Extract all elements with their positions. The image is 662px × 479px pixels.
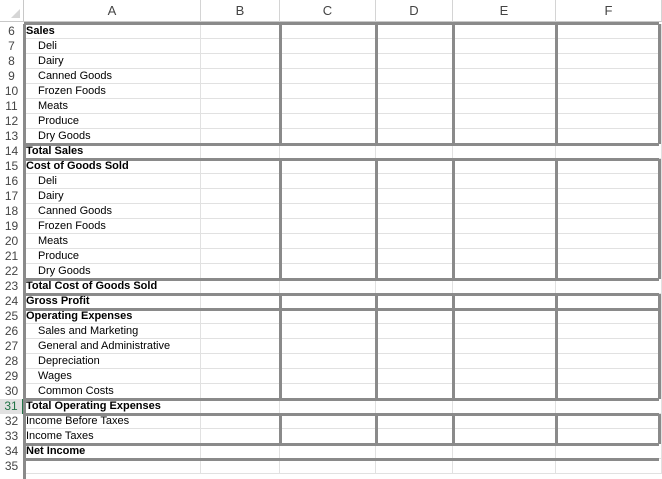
cell-c17[interactable] [280,189,376,204]
cell-c21[interactable] [280,249,376,264]
block-divider-2-0 [279,294,282,399]
cell-b11[interactable] [201,99,280,114]
cell-d25[interactable] [376,309,453,324]
block-divider-1-0 [279,159,282,279]
cell-e16[interactable] [453,174,556,189]
cell-c30[interactable] [280,384,376,399]
cell-f28[interactable] [556,354,662,369]
row-header-17[interactable]: 17 [0,189,24,204]
cell-a14[interactable]: Total Sales [24,144,201,159]
section-border-35 [24,458,659,461]
cell-b30[interactable] [201,384,280,399]
cell-f13[interactable] [556,129,662,144]
cell-a6[interactable]: Sales [24,24,201,39]
cell-e18[interactable] [453,204,556,219]
cell-d22[interactable] [376,264,453,279]
row-header-22[interactable]: 22 [0,264,24,279]
cell-b7[interactable] [201,39,280,54]
row-header-14[interactable]: 14 [0,144,24,159]
cell-b18[interactable] [201,204,280,219]
cell-b23[interactable] [201,279,280,294]
cell-c6[interactable] [280,24,376,39]
row-header-6[interactable]: 6 [0,24,24,39]
block-divider-3-0 [279,414,282,444]
cell-f10[interactable] [556,84,662,99]
row-header-29[interactable]: 29 [0,369,24,384]
row-header-21[interactable]: 21 [0,249,24,264]
cell-e32[interactable] [453,414,556,429]
cell-f34[interactable] [556,444,662,459]
cell-d35[interactable] [376,459,453,474]
cell-d7[interactable] [376,39,453,54]
cell-e34[interactable] [453,444,556,459]
row-header-34[interactable]: 34 [0,444,24,459]
cell-e11[interactable] [453,99,556,114]
column-header-e[interactable]: E [453,0,556,22]
cell-c35[interactable] [280,459,376,474]
row-header-25[interactable]: 25 [0,309,24,324]
section-border-15 [24,158,659,161]
cell-a19[interactable]: Frozen Foods [24,219,201,234]
select-all-corner[interactable] [0,0,24,22]
cell-d24[interactable] [376,294,453,309]
block-divider-0-3 [555,24,558,144]
row-header-18[interactable]: 18 [0,204,24,219]
cell-c29[interactable] [280,369,376,384]
cell-f23[interactable] [556,279,662,294]
block-divider-1-2 [452,159,455,279]
cell-c33[interactable] [280,429,376,444]
cell-d10[interactable] [376,84,453,99]
cell-e27[interactable] [453,339,556,354]
cell-e29[interactable] [453,369,556,384]
cell-c20[interactable] [280,234,376,249]
cell-a17[interactable]: Dairy [24,189,201,204]
cell-c16[interactable] [280,174,376,189]
cell-b8[interactable] [201,54,280,69]
cell-e17[interactable] [453,189,556,204]
cell-a18[interactable]: Canned Goods [24,204,201,219]
column-header-d[interactable]: D [376,0,453,22]
cell-e31[interactable] [453,399,556,414]
row-header-23[interactable]: 23 [0,279,24,294]
cell-a32[interactable]: Income Before Taxes [24,414,201,429]
row-header-30[interactable]: 30 [0,384,24,399]
cell-b28[interactable] [201,354,280,369]
cell-b33[interactable] [201,429,280,444]
cell-e25[interactable] [453,309,556,324]
row-header-26[interactable]: 26 [0,324,24,339]
section-border-top [24,22,659,25]
cell-d32[interactable] [376,414,453,429]
block-divider-1-3 [555,159,558,279]
cell-e12[interactable] [453,114,556,129]
cell-c9[interactable] [280,69,376,84]
cell-d34[interactable] [376,444,453,459]
cell-b31[interactable] [201,399,280,414]
cell-f15[interactable] [556,159,662,174]
cell-e22[interactable] [453,264,556,279]
cell-c26[interactable] [280,324,376,339]
cell-b21[interactable] [201,249,280,264]
cell-b19[interactable] [201,219,280,234]
row-header-15[interactable]: 15 [0,159,24,174]
block-divider-1-4 [658,159,661,279]
cell-a25[interactable]: Operating Expenses [24,309,201,324]
cell-a9[interactable]: Canned Goods [24,69,201,84]
block-divider-0-0 [279,24,282,144]
cell-b6[interactable] [201,24,280,39]
cell-e14[interactable] [453,144,556,159]
cell-f33[interactable] [556,429,662,444]
cell-a34[interactable]: Net Income [24,444,201,459]
cell-b10[interactable] [201,84,280,99]
cell-a10[interactable]: Frozen Foods [24,84,201,99]
cell-f7[interactable] [556,39,662,54]
cell-f26[interactable] [556,324,662,339]
block-divider-0-1 [375,24,378,144]
cell-b9[interactable] [201,69,280,84]
row-header-35[interactable]: 35 [0,459,24,474]
cell-f35[interactable] [556,459,662,474]
cell-f11[interactable] [556,99,662,114]
row-header-24[interactable]: 24 [0,294,24,309]
cell-d12[interactable] [376,114,453,129]
cell-c14[interactable] [280,144,376,159]
row-header-9[interactable]: 9 [0,69,24,84]
section-border-14 [24,143,659,146]
row-header-27[interactable]: 27 [0,339,24,354]
cell-d29[interactable] [376,369,453,384]
cell-a33[interactable]: Income Taxes [24,429,201,444]
section-border-32 [24,413,659,416]
cell-f9[interactable] [556,69,662,84]
cell-b22[interactable] [201,264,280,279]
cell-e20[interactable] [453,234,556,249]
cell-b25[interactable] [201,309,280,324]
cell-d13[interactable] [376,129,453,144]
block-divider-3-2 [452,414,455,444]
cell-f16[interactable] [556,174,662,189]
row-header-28[interactable]: 28 [0,354,24,369]
cell-a22[interactable]: Dry Goods [24,264,201,279]
cell-a15[interactable]: Cost of Goods Sold [24,159,201,174]
row-header-10[interactable]: 10 [0,84,24,99]
cell-a13[interactable]: Dry Goods [24,129,201,144]
cell-e9[interactable] [453,69,556,84]
cell-b17[interactable] [201,189,280,204]
cell-f24[interactable] [556,294,662,309]
cell-a35[interactable] [24,459,201,474]
cell-f31[interactable] [556,399,662,414]
cell-f17[interactable] [556,189,662,204]
row-header-7[interactable]: 7 [0,39,24,54]
cell-d33[interactable] [376,429,453,444]
cell-d20[interactable] [376,234,453,249]
cell-c7[interactable] [280,39,376,54]
block-divider-3-4 [658,414,661,444]
section-border-31 [24,398,659,401]
block-divider-3-1 [375,414,378,444]
cell-c23[interactable] [280,279,376,294]
cell-c25[interactable] [280,309,376,324]
cell-c27[interactable] [280,339,376,354]
cell-e7[interactable] [453,39,556,54]
row-header-13[interactable]: 13 [0,129,24,144]
cell-b27[interactable] [201,339,280,354]
column-header-c[interactable]: C [280,0,376,22]
cell-f14[interactable] [556,144,662,159]
cell-d21[interactable] [376,249,453,264]
cell-d26[interactable] [376,324,453,339]
cell-c8[interactable] [280,54,376,69]
row-header-11[interactable]: 11 [0,99,24,114]
cell-d9[interactable] [376,69,453,84]
cell-a8[interactable]: Dairy [24,54,201,69]
cell-e8[interactable] [453,54,556,69]
section-border-24 [24,293,659,296]
cell-b16[interactable] [201,174,280,189]
cell-d18[interactable] [376,204,453,219]
cell-b35[interactable] [201,459,280,474]
column-header-a[interactable]: A [24,0,201,22]
cell-b15[interactable] [201,159,280,174]
cell-c22[interactable] [280,264,376,279]
block-divider-1-1 [375,159,378,279]
section-border-23 [24,278,659,281]
section-border-34 [24,443,659,446]
cell-a23[interactable]: Total Cost of Goods Sold [24,279,201,294]
row-header-8[interactable]: 8 [0,54,24,69]
cell-c10[interactable] [280,84,376,99]
cell-d28[interactable] [376,354,453,369]
row-header-12[interactable]: 12 [0,114,24,129]
cell-d27[interactable] [376,339,453,354]
cell-f21[interactable] [556,249,662,264]
cell-a21[interactable]: Produce [24,249,201,264]
cell-c18[interactable] [280,204,376,219]
row-header-33[interactable]: 33 [0,429,24,444]
row-header-32[interactable]: 32 [0,414,24,429]
cell-a24[interactable]: Gross Profit [24,294,201,309]
cell-f22[interactable] [556,264,662,279]
row-header-16[interactable]: 16 [0,174,24,189]
cell-f8[interactable] [556,54,662,69]
cell-f18[interactable] [556,204,662,219]
cell-b13[interactable] [201,129,280,144]
cell-f19[interactable] [556,219,662,234]
row-header-19[interactable]: 19 [0,219,24,234]
cell-b24[interactable] [201,294,280,309]
cell-a26[interactable]: Sales and Marketing [24,324,201,339]
cell-d16[interactable] [376,174,453,189]
cell-a28[interactable]: Depreciation [24,354,201,369]
cell-e19[interactable] [453,219,556,234]
block-divider-2-3 [555,294,558,399]
cell-d30[interactable] [376,384,453,399]
cell-f6[interactable] [556,24,662,39]
cell-e24[interactable] [453,294,556,309]
cell-b20[interactable] [201,234,280,249]
block-divider-2-1 [375,294,378,399]
row-header-20[interactable]: 20 [0,234,24,249]
section-border-25 [24,308,659,311]
cell-c11[interactable] [280,99,376,114]
cell-f29[interactable] [556,369,662,384]
cell-e33[interactable] [453,429,556,444]
cell-e10[interactable] [453,84,556,99]
column-header-b[interactable]: B [201,0,280,22]
cell-e15[interactable] [453,159,556,174]
cell-e6[interactable] [453,24,556,39]
cell-a30[interactable]: Common Costs [24,384,201,399]
cell-d6[interactable] [376,24,453,39]
cell-c19[interactable] [280,219,376,234]
cell-c12[interactable] [280,114,376,129]
cell-d14[interactable] [376,144,453,159]
cell-a20[interactable]: Meats [24,234,201,249]
cell-f30[interactable] [556,384,662,399]
cell-d8[interactable] [376,54,453,69]
cell-d23[interactable] [376,279,453,294]
cell-e30[interactable] [453,384,556,399]
cell-e13[interactable] [453,129,556,144]
cell-a12[interactable]: Produce [24,114,201,129]
row-header-31[interactable]: 31 [0,399,24,414]
block-divider-2-2 [452,294,455,399]
cell-d17[interactable] [376,189,453,204]
cell-c13[interactable] [280,129,376,144]
cell-f25[interactable] [556,309,662,324]
cell-d19[interactable] [376,219,453,234]
cell-f12[interactable] [556,114,662,129]
column-header-f[interactable]: F [556,0,662,22]
block-divider-0-4 [658,24,661,144]
cell-a31[interactable]: Total Operating Expenses [24,399,201,414]
cell-a16[interactable]: Deli [24,174,201,189]
block-divider-2-4 [658,294,661,399]
cell-a7[interactable]: Deli [24,39,201,54]
cell-c34[interactable] [280,444,376,459]
cell-e28[interactable] [453,354,556,369]
cell-d31[interactable] [376,399,453,414]
left-edge-divider [23,24,26,479]
cell-c32[interactable] [280,414,376,429]
cell-c15[interactable] [280,159,376,174]
cell-b34[interactable] [201,444,280,459]
cell-f27[interactable] [556,339,662,354]
cell-a29[interactable]: Wages [24,369,201,384]
cell-e21[interactable] [453,249,556,264]
cell-b26[interactable] [201,324,280,339]
block-divider-3-3 [555,414,558,444]
cell-e35[interactable] [453,459,556,474]
cell-c24[interactable] [280,294,376,309]
cell-f32[interactable] [556,414,662,429]
cell-d11[interactable] [376,99,453,114]
cell-a27[interactable]: General and Administrative [24,339,201,354]
cell-c31[interactable] [280,399,376,414]
cell-b12[interactable] [201,114,280,129]
cell-c28[interactable] [280,354,376,369]
block-divider-0-2 [452,24,455,144]
cell-e26[interactable] [453,324,556,339]
cell-b29[interactable] [201,369,280,384]
cell-a11[interactable]: Meats [24,99,201,114]
cell-b32[interactable] [201,414,280,429]
cell-f20[interactable] [556,234,662,249]
cell-e23[interactable] [453,279,556,294]
cell-d15[interactable] [376,159,453,174]
cell-b14[interactable] [201,144,280,159]
